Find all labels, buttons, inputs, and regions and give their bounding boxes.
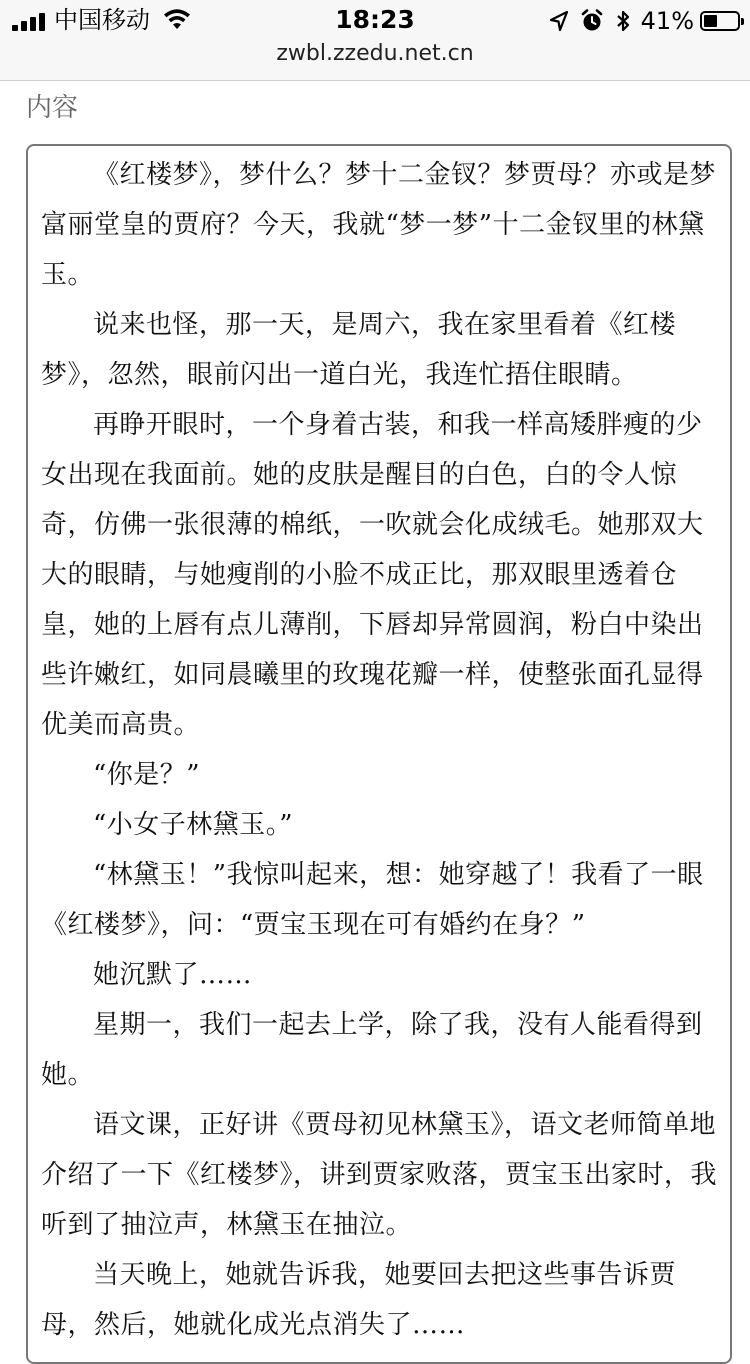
- article-paragraph: 她沉默了……: [93, 960, 253, 990]
- battery-percent: 41%: [640, 7, 694, 35]
- article-paragraph: 星期一，我们一起去上学，除了我，没有人能看得到她。: [41, 1010, 703, 1090]
- article-paragraph: “你是？”: [93, 760, 201, 790]
- article-paragraph: 语文课，正好讲《贾母初见林黛玉》，语文老师简单地介绍了一下《红楼梦》，讲到贾家败落，贾宝玉出家时，我听到了抽泣声，林黛玉在抽泣。: [41, 1110, 718, 1240]
- battery-icon: [700, 11, 740, 31]
- content-label: 内容: [26, 93, 79, 123]
- article-paragraph: 当天晚上，她就告诉我，她要回去把这些事告诉贾母，然后，她就化成光点消失了……: [41, 1260, 677, 1340]
- article-paragraph: 《红楼梦》，梦什么？梦十二金钗？梦贾母？亦或是梦富丽堂皇的贾府？今天，我就“梦一梦”十二金钗里的林黛玉。: [41, 160, 717, 290]
- article-paragraph: “林黛玉！”我惊叫起来，想：她穿越了！我看了一眼《红楼梦》，问：“贾宝玉现在可有婚约在身？”: [41, 860, 704, 940]
- article-paragraph: 说来也怪，那一天，是周六，我在家里看着《红楼梦》，忽然，眼前闪出一道白光，我连忙捂住眼睛。: [41, 310, 677, 390]
- status-time: 18:23: [335, 5, 415, 34]
- status-bar: [0, 0, 750, 40]
- location-arrow-icon: [549, 10, 569, 32]
- article-paragraph: “小女子林黛玉。”: [93, 810, 294, 840]
- browser-top-bar: [0, 0, 750, 81]
- alarm-icon: [581, 9, 603, 33]
- article-text: [41, 150, 721, 1350]
- carrier-name: 中国移动: [54, 6, 150, 34]
- address-bar-url[interactable]: zwbl.zzedu.net.cn: [276, 41, 474, 66]
- status-right-icons: [537, 6, 740, 36]
- battery-fill-level: [704, 15, 717, 27]
- bluetooth-icon: [615, 9, 631, 33]
- article-paragraph: 再睁开眼时，一个身着古装，和我一样高矮胖瘦的少女出现在我面前。她的皮肤是醒目的白色，白的令人惊奇，仿佛一张很薄的棉纸，一吹就会化成绒毛。她那双大大的眼睛，与她瘦削的小脸不成正比，那双眼里透着仓皇，她的上唇有点儿薄削，下唇却异常圆润，粉白中染出些许嫩红，如同晨曦里的玫瑰花瓣一样，使整张面孔显得优美而高贵。: [41, 410, 704, 740]
- content-textarea[interactable]: [26, 144, 732, 1364]
